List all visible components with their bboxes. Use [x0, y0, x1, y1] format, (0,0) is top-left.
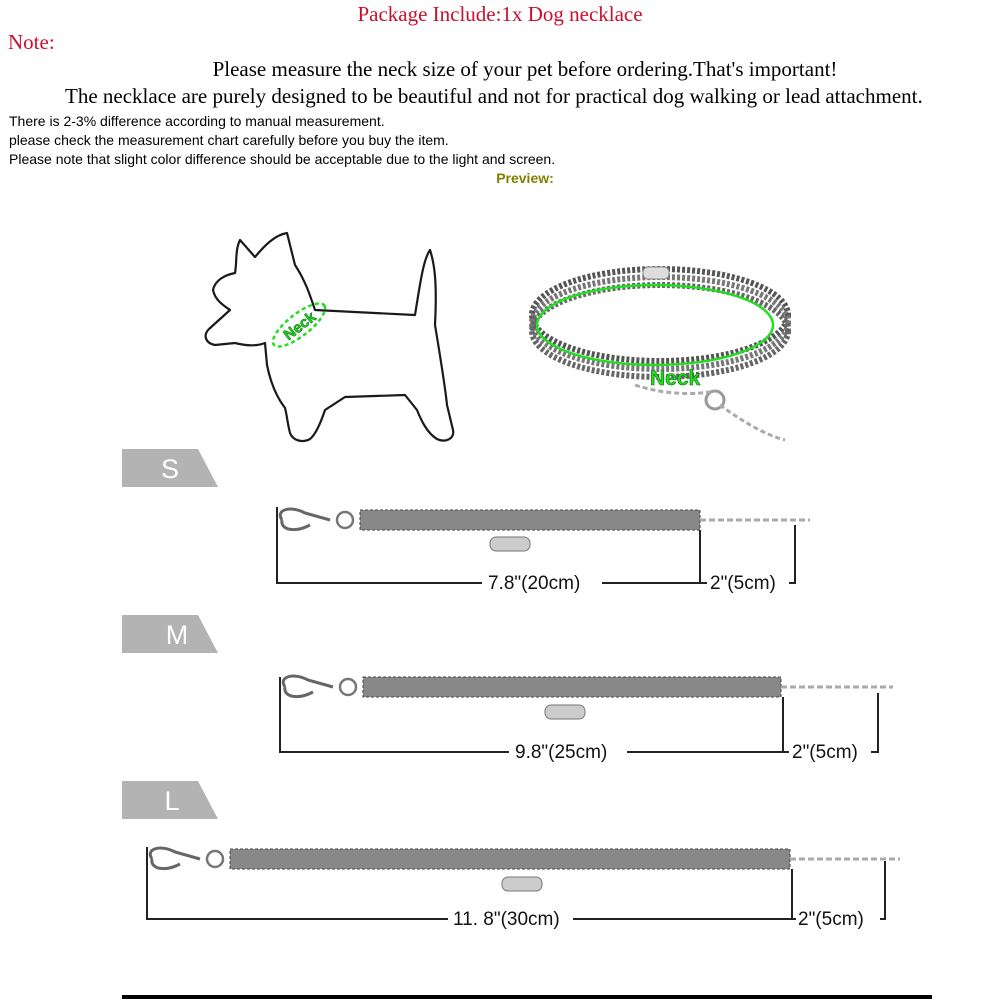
measure-notice: Please measure the neck size of your pet before ordering.That's important! — [212, 57, 838, 81]
size-s-diagram — [270, 495, 810, 600]
dog-neck-label: Neck — [280, 308, 320, 344]
size-tab-l — [122, 781, 218, 819]
size-m-length: 9.8"(25cm) — [515, 742, 608, 763]
design-notice: The necklace are purely designed to be beautiful and not for practical dog walking or lead attachment. — [65, 84, 923, 108]
bone-charm-icon — [502, 877, 542, 891]
size-label-l: L — [164, 786, 180, 816]
rhinestone-band — [363, 677, 781, 697]
size-label-s: S — [160, 454, 180, 484]
note-line-3: Please note that slight color difference should be acceptable due to the light and screen. — [9, 151, 556, 167]
size-tab-s — [122, 449, 218, 487]
lobster-clasp-icon — [283, 676, 356, 697]
rhinestone-band — [360, 510, 700, 530]
package-title: Package Include:1x Dog necklace — [357, 2, 643, 26]
note-line-1: There is 2-3% difference according to manual measurement. — [9, 113, 385, 129]
size-tab-m — [122, 615, 218, 653]
bone-charm-icon — [643, 267, 669, 279]
size-m-extension: 2"(5cm) — [792, 742, 858, 763]
size-label-m: M — [165, 620, 189, 650]
dog-neck-marker — [267, 297, 331, 354]
lobster-clasp-icon — [150, 848, 223, 869]
preview-label: Preview: — [496, 170, 554, 186]
necklace-neck-label: Neck — [650, 367, 701, 390]
bone-charm-icon — [545, 705, 585, 719]
necklace-preview-illustration — [525, 245, 800, 450]
note-line-2: please check the measurement chart carefully before you buy the item. — [9, 132, 449, 148]
size-l-extension: 2"(5cm) — [798, 909, 864, 930]
rhinestone-band — [230, 849, 790, 869]
size-l-length: 11. 8"(30cm) — [453, 909, 560, 930]
bone-charm-icon — [490, 537, 530, 551]
size-s-length: 7.8"(20cm) — [488, 573, 581, 594]
size-s-extension: 2"(5cm) — [710, 573, 776, 594]
dog-outline-illustration — [195, 225, 475, 455]
size-m-diagram — [273, 665, 893, 770]
note-label: Note: — [8, 30, 55, 54]
bottom-divider — [122, 995, 932, 999]
lobster-clasp-icon — [280, 509, 353, 530]
size-l-diagram — [140, 835, 900, 940]
